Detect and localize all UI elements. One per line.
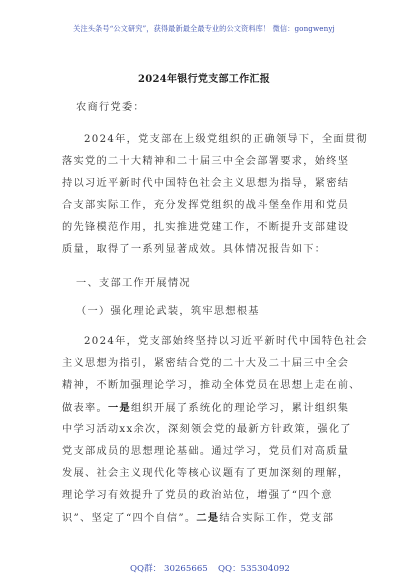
emphasis-first: 一是 (107, 402, 131, 414)
emphasis-second: 二是 (196, 512, 220, 524)
paragraph-line: 合支部实际工作，充分发挥党组织的战斗堡垒作用和党员 (62, 200, 350, 211)
paragraph-line (62, 402, 352, 415)
line-text: 组织开展了系统化的理论学习，累计组织集 (130, 403, 350, 414)
paragraph-line: 落实党的二十大精神和二十届三中全会部署要求，始终坚 (62, 156, 350, 167)
paragraph-line: 发展、社会主义现代化等核心议题有了更加深刻的理解， (62, 468, 350, 479)
line-text: 识”、坚定了“四个自信”。 (62, 513, 197, 524)
paragraph-line: 主义思想为指引，紧密结合党的二十大及二十届三中全会 (62, 358, 350, 369)
paragraph-line: 持以习近平新时代中国特色社会主义思想为指导，紧密结 (62, 178, 350, 189)
paragraph-line: 2024年，党支部始终坚持以习近平新时代中国特色社会 (84, 336, 368, 347)
section-heading-1: 一、支部工作开展情况 (76, 278, 191, 289)
paragraph-line: 党支部成员的思想理论基础。通过学习，党员们对高质量 (62, 446, 350, 457)
paragraph-line: 的先锋模范作用，扎实推进党建工作，不断提升支部建设 (62, 222, 350, 233)
paragraph-line (62, 512, 352, 525)
subsection-heading-1: （一）强化理论武装，筑牢思想根基 (76, 306, 260, 317)
top-notice: 关注头条号“公文研究”，获得最新最全最专业的公文资料库！ 微信：gongwenyj (73, 24, 335, 33)
salutation: 农商行党委： (76, 102, 145, 113)
paragraph-line: 质量，取得了一系列显著成效。具体情况报告如下： (62, 244, 327, 255)
document-title: 2024年银行党支部工作汇报 (137, 74, 271, 85)
paragraph-line: 精神，不断加强理论学习，推动全体党员在思想上走在前、 (62, 380, 361, 391)
line-text: 结合实际工作，党支部 (219, 513, 335, 524)
footer-qq-group: QQ群： 30265665 (130, 564, 208, 574)
paragraph-line: 2024年，党支部在上级党组织的正确领导下，全面贯彻 (84, 134, 368, 145)
footer-qq: QQ：535304092 (218, 564, 290, 574)
line-text: 做表率。 (62, 403, 108, 414)
paragraph-line: 中学习活动xx余次，深刻领会党的最新方针政策，强化了 (62, 424, 352, 435)
paragraph-line: 理论学习有效提升了党员的政治站位，增强了“四个意 (62, 490, 333, 501)
